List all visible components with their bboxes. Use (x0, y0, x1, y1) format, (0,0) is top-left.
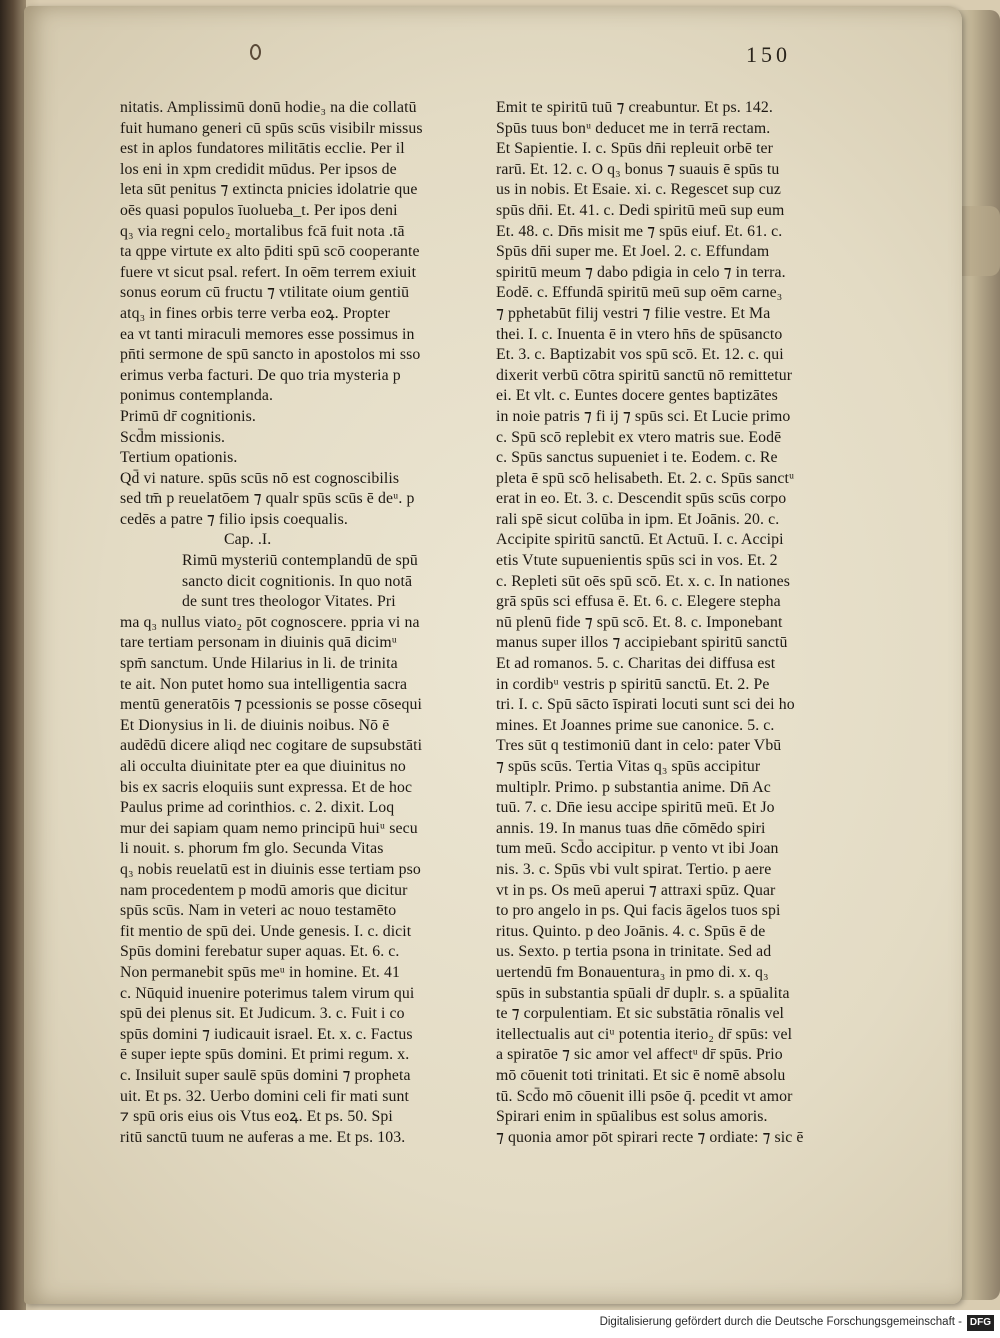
text-line: ritus. Quinto. p deo Joānis. 4. c. Spūs ē de (496, 922, 766, 940)
text-line: Non permanebit spūs meᵘ in homine. Et. 41 (120, 963, 400, 981)
text-line: de sunt tres theologor Vitates. Pri (182, 593, 396, 611)
text-line: fit mentio de spū dei. Unde genesis. I. c. dicit (120, 922, 412, 940)
text-line: spū dei plenus sit. Et Judicum. 3. c. Fuit i co (120, 1005, 405, 1023)
text-line: ta qppe virtute ex alto p̄diti spū scō cooperante (120, 243, 420, 261)
text-line: in cordibᵘ vestris p spiritū sanctū. Et. 2. Pe (496, 675, 770, 693)
text-line: ei. Et vlt. c. Euntes docere gentes baptizātes (496, 387, 778, 405)
text-line: te ait. Non putet homo sua intelligentia sacra (120, 675, 408, 693)
text-line: manus super illos ⁊ accipiebant spiritū sanctū (496, 634, 788, 652)
text-line: nū plenū fide ⁊ spū scō. Et. 8. c. Imponebant (496, 613, 783, 631)
text-line: Eodē. c. Effundā spiritū meū sup oēm carne₃ (496, 284, 783, 302)
text-line: nis. 3. c. Spūs vbi vult spirat. Tertio. p aere (496, 860, 772, 878)
text-line: est in aplos fundatores militātis ecclie. Per il (120, 140, 405, 158)
text-line: Spirari enim in spūalibus est solus amoris. (496, 1108, 768, 1126)
text-line: Accipite spiritū sanctū. Et Actuū. I. c. Accipi (496, 531, 784, 549)
text-line: us. Sexto. p tertia psona in trinitate. Sed ad (496, 943, 772, 961)
text-line: c. Insiluit super saulē spūs domini ⁊ propheta (120, 1066, 411, 1084)
text-line: sancto dicit cognitionis. In quo notā (182, 572, 413, 590)
text-line: Rimū mysteriū contemplandū de spū (182, 552, 418, 570)
text-line: sonus eorum cū fructu ⁊ vtilitate oium gentiū (120, 284, 410, 302)
text-line: c. Repleti sūt oēs spū scō. Et. x. c. In nationes (496, 572, 791, 590)
text-line: tū. Scd̄o mō cōuenit illi psōe q̄. pcedit vt amor (496, 1087, 793, 1105)
text-line: rarū. Et. 12. c. O q₃ bonus ⁊ suauis ē spūs tu (496, 160, 780, 178)
text-line: spūs dn̄i. Et. 41. c. Dedi spiritū meū sup eum (496, 201, 785, 219)
text-line: pleta ē spū scō helisabeth. Et. 2. c. Spūs sanctᵘ (496, 469, 795, 487)
dfg-logo: DFG (967, 1315, 994, 1331)
printer-mark (250, 44, 261, 60)
text-line: audēdū dicere aliqd nec cogitare de supsubstāti (120, 737, 423, 755)
text-line: uertendū fm Bonauentura₃ in pmo di. x. q₃ (496, 963, 769, 981)
text-line: spm̄ sanctum. Unde Hilarius in li. de trinita (120, 655, 398, 673)
text-line: Cap. .I. (224, 531, 272, 549)
text-line: cedēs a patre ⁊ filio ipsis coequalis. (120, 510, 348, 528)
text-line: erimus verba facturi. De quo tria mysteria p (120, 366, 401, 384)
text-line: ma q₃ nullus viato₂ pōt cognoscere. ppria vi na (120, 613, 420, 631)
text-line: fuere vt sicut psal. refert. In oēm terrem exiuit (120, 263, 417, 281)
text-line: nam procedentem p modū amoris que dicitur (120, 881, 408, 899)
text-line: bis ex sacris eloquiis sunt expressa. Et de hoc (120, 778, 413, 796)
text-line: Spūs domini ferebatur super aquas. Et. 6. c. (120, 943, 400, 961)
text-line: Paulus prime ad corinthios. c. 2. dixit. Loq (120, 799, 395, 817)
text-line: ritū sanctū tuum ne auferas a me. Et ps. 103. (120, 1128, 406, 1146)
text-line: multiplr. Primo. p substantia anime. Dn̄ Ac (496, 778, 771, 796)
text-line: Emit te spiritū tuū ⁊ creabuntur. Et ps. 142. (496, 99, 773, 116)
footer-bar (0, 1310, 1000, 1338)
text-line: thei. I. c. Inuenta ē in vtero hn̄s de spūsancto (496, 325, 783, 343)
text-line: ⁊ spūs scūs. Tertia Vitas q₃ spūs accipitur (496, 758, 761, 775)
text-line: to pro angelo in ps. Qui facis āgelos tuos spi (496, 902, 781, 920)
text-line: los eni in xpm credidit mūdus. Per ipsos de (120, 160, 397, 178)
text-line: ē super iepte spūs domini. Et primi regum. x. (120, 1046, 410, 1064)
text-line: sed tm̄ p reuelatōem ⁊ qualr spūs scūs ē deᵘ. p (120, 490, 415, 508)
binding-gutter (0, 0, 26, 1310)
text-line: grā spūs sci effusa ē. Et. 6. c. Elegere stepha (496, 593, 781, 611)
text-line: mentū generatōis ⁊ pcessionis se posse cōsequi (120, 696, 423, 714)
text-line: spūs in substantia spūali dr̄ duplr. s. a spūalita (496, 984, 790, 1002)
text-line: te ⁊ corpulentiam. Et sic substātia rōnalis vel (496, 1005, 785, 1023)
text-line: q₃ via regni celo₂ mortalibus fcā fuit nota .tā (120, 222, 405, 240)
text-line: nitatis. Amplissimū donū hodie₃ na die collatū (120, 99, 417, 116)
text-line: li nouit. s. phorum fm glo. Secunda Vitas (120, 840, 384, 858)
text-line: ⁊ pphetabūt filij vestri ⁊ filie vestre. Et Ma (496, 304, 771, 322)
text-line: Et. 3. c. Baptizabit vos spū scō. Et. 12. c. qui (496, 346, 784, 364)
text-line: q₃ nobis reuelatū est in diuinis esse tertiam pso (120, 860, 421, 878)
text-line: ⁊ quonia amor pōt spirari recte ⁊ ordiate: ⁊ sic ē (496, 1128, 804, 1146)
text-line: tuū. 7. c. Dn̄e iesu accipe spiritū meū. Et Jo (496, 799, 775, 817)
text-line: leta sūt penitus ⁊ extincta pnicies idolatrie que (120, 181, 418, 199)
text-line: mō cōuenit toti trinitati. Et sic ē nomē absolu (496, 1066, 786, 1084)
right-text-column (496, 98, 836, 1148)
text-line: tum meū. Scd̄o accipitur. p vento vt ibi Joan (496, 840, 779, 858)
text-line: ⁊ spū oris eius ois Vtus eoꝝ. Et ps. 50. Spi (120, 1108, 393, 1126)
text-line: c. Spū scō replebit ex vtero matris sue. Eodē (496, 428, 782, 446)
text-line: Et ad romanos. 5. c. Charitas dei diffusa est (496, 655, 776, 673)
text-line: Scd̄m missionis. (120, 428, 226, 446)
text-line: Qd̄ vi nature. spūs scūs nō est cognoscibilis (120, 469, 400, 487)
text-line: Tres sūt q testimoniū dant in celo: pater Vbū (496, 737, 782, 755)
text-line: Et Sapientie. I. c. Spūs dn̄i repleuit orbē ter (496, 140, 774, 158)
text-line: rali spē sicut colūba in ipm. Et Joānis. 20. c. (496, 510, 780, 528)
text-line: spūs scūs. Nam in veteri ac nouo testamēto (120, 902, 397, 920)
text-line: uit. Et ps. 32. Uerbo domini celi fir mati sunt (120, 1087, 410, 1105)
text-line: dixerit verbū cōtra spiritū sanctū nō remittetur (496, 366, 793, 384)
text-line: spiritū meum ⁊ dabo pdigia in celo ⁊ in terra. (496, 263, 786, 281)
text-line: Tertium opationis. (120, 449, 238, 467)
text-line: itellectualis aut ciᵘ potentia iterio₂ dr̄ spūs: vel (496, 1025, 793, 1043)
text-line: mur dei sapiam quam nemo principū huiᵘ secu (120, 819, 418, 837)
text-line: tare tertiam personam in diuinis quā dicimᵘ (120, 634, 398, 652)
text-line: a spiratōe ⁊ sic amor vel affectᵘ dr̄ spūs. Prio (496, 1046, 783, 1064)
text-line: Et. 48. c. Dn̄s misit me ⁊ spūs eiuf. Et. 61. c. (496, 222, 783, 240)
left-text-column (120, 98, 472, 1148)
text-line: tri. I. c. Spū sācto īspirati locuti sunt sci dei ho (496, 696, 795, 714)
footer-credit: Digitalisierung gefördert durch die Deutsche Forschungsgemeinschaft - (599, 1316, 962, 1328)
text-line: ponimus contemplanda. (120, 387, 274, 405)
text-line: c. Nūquid inuenire poterimus talem virum qui (120, 984, 415, 1002)
text-line: Spūs tuus bonᵘ deducet me in terrā rectam. (496, 119, 771, 137)
text-line: erat in eo. Et. 3. c. Descendit spūs scūs corpo (496, 490, 787, 508)
text-line: in noie patris ⁊ fi ij ⁊ spūs sci. Et Lucie primo (496, 407, 791, 425)
text-line: ea vt tanti miraculi memores esse possimus in (120, 325, 415, 343)
text-line: ali occulta diuinitate pter ea que diuinitus no (120, 758, 406, 775)
text-line: annis. 19. In manus tuas dn̄e cōmēdo spiri (496, 819, 766, 837)
text-line: Spūs dn̄i super me. Et Joel. 2. c. Effundam (496, 243, 770, 261)
text-line: c. Spūs sanctus supueniet i te. Eodem. c. Re (496, 449, 778, 467)
text-line: mines. Et Joannes prime sue canonice. 5. c. (496, 716, 775, 734)
text-line: Et Dionysius in li. de diuinis noibus. Nō ē (120, 716, 390, 734)
page-number: 150 (746, 42, 791, 67)
text-line: pn̄ti sermone de spū sancto in apostolos mi sso (120, 346, 421, 364)
text-line: Primū dr̄ cognitionis. (120, 407, 256, 425)
text-line: us in nobis. Et Esaie. xi. c. Regescet sup cuz (496, 181, 781, 199)
text-line: oēs quasi populos īuolueba_t. Per ipos deni (120, 201, 398, 219)
text-line: etis Vtute supuenientis spūs sci in vos. Et. 2 (496, 552, 778, 570)
text-line: spūs domini ⁊ iudicauit israel. Et. x. c. Factus (120, 1025, 413, 1043)
text-line: atq₃ in fines orbis terre verba eoꝝ. Propter (120, 304, 390, 322)
text-line: vt in ps. Os meū aperui ⁊ attraxi spūz. Quar (496, 881, 776, 899)
text-line: fuit humano generi cū spūs scūs visibilr missus (120, 119, 423, 137)
